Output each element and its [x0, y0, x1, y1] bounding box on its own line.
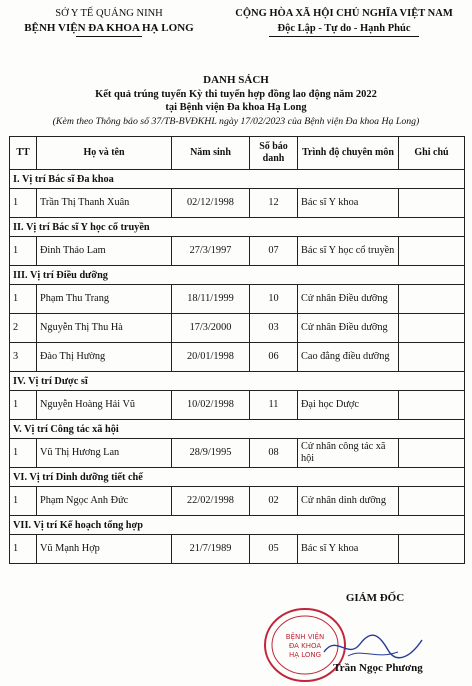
cell-name: Vũ Thị Hương Lan [37, 439, 172, 468]
cell-qual: Bác sĩ Y khoa [298, 189, 399, 218]
cell-note [399, 237, 465, 266]
cell-sbd: 08 [250, 439, 298, 468]
header-left-underline [76, 36, 142, 37]
table-row [10, 237, 465, 266]
cell-note [399, 189, 465, 218]
section-row [10, 420, 465, 439]
cell-dob: 18/11/1999 [172, 285, 250, 314]
cell-note [399, 487, 465, 516]
table-row [10, 314, 465, 343]
column-header-sbd: Số báo danh [250, 137, 298, 170]
section-title: III. Vị trí Điều dưỡng [10, 266, 465, 285]
cell-tt: 2 [10, 314, 37, 343]
cell-dob: 10/02/1998 [172, 391, 250, 420]
cell-tt: 1 [10, 487, 37, 516]
cell-dob: 17/3/2000 [172, 314, 250, 343]
cell-tt: 1 [10, 189, 37, 218]
section-title: I. Vị trí Bác sĩ Đa khoa [10, 170, 465, 189]
section-title: IV. Vị trí Dược sĩ [10, 372, 465, 391]
cell-qual: Cao đẳng điều dưỡng [298, 343, 399, 372]
table-row [10, 189, 465, 218]
document-title-block [0, 74, 472, 128]
cell-sbd: 05 [250, 535, 298, 564]
table-row [10, 535, 465, 564]
cell-tt: 1 [10, 535, 37, 564]
cell-name: Đinh Thảo Lam [37, 237, 172, 266]
cell-sbd: 02 [250, 487, 298, 516]
svg-text:HẠ LONG: HẠ LONG [288, 651, 322, 659]
cell-tt: 1 [10, 391, 37, 420]
cell-name: Nguyễn Thị Thu Hà [37, 314, 172, 343]
signer-title: GIÁM ĐỐC [345, 592, 405, 604]
cell-note [399, 285, 465, 314]
header-right-underline [269, 36, 419, 37]
cell-dob: 02/12/1998 [172, 189, 250, 218]
cell-note [399, 535, 465, 564]
cell-note [399, 439, 465, 468]
document-subtitle: Kết quả trúng tuyển Kỳ thi tuyển hợp đồng lao động năm 2022 [95, 88, 377, 100]
cell-dob: 28/9/1995 [172, 439, 250, 468]
section-row [10, 266, 465, 285]
section-row [10, 372, 465, 391]
results-table [9, 136, 465, 564]
cell-qual: Bác sĩ Y khoa [298, 535, 399, 564]
table-row [10, 391, 465, 420]
document-reference-note: (Kèm theo Thông báo số 37/TB-BVĐKHL ngày 17/02/2023 của Bệnh viện Đa khoa Hạ Long) [52, 115, 420, 127]
table-row [10, 439, 465, 468]
header-right [222, 6, 466, 37]
table-row [10, 343, 465, 372]
cell-dob: 22/02/1998 [172, 487, 250, 516]
cell-dob: 20/01/1998 [172, 343, 250, 372]
document-subtitle-location: tại Bệnh viện Đa khoa Hạ Long [165, 102, 307, 113]
section-row [10, 468, 465, 487]
cell-qual: Đại học Dược [298, 391, 399, 420]
svg-text:ĐA KHOA: ĐA KHOA [288, 642, 322, 650]
signer-name: Trần Ngọc Phương [333, 662, 423, 674]
column-header-name: Họ và tên [37, 137, 172, 170]
column-header-dob: Năm sinh [172, 137, 250, 170]
cell-sbd: 11 [250, 391, 298, 420]
section-title: VI. Vị trí Dinh dưỡng tiết chế [10, 468, 465, 487]
cell-sbd: 10 [250, 285, 298, 314]
cell-name: Đào Thị Hường [37, 343, 172, 372]
svg-text:BỆNH VIỆN: BỆNH VIỆN [285, 633, 325, 641]
table-row [10, 285, 465, 314]
national-motto: Độc Lập - Tự do - Hạnh Phúc [277, 23, 411, 34]
cell-name: Phạm Thu Trang [37, 285, 172, 314]
section-row [10, 218, 465, 237]
column-header-note: Ghi chú [399, 137, 465, 170]
cell-tt: 1 [10, 237, 37, 266]
section-row [10, 170, 465, 189]
cell-name: Nguyễn Hoàng Hải Vũ [37, 391, 172, 420]
column-header-tt: TT [10, 137, 37, 170]
section-title: VII. Vị trí Kế hoạch tổng hợp [10, 516, 465, 535]
cell-tt: 1 [10, 439, 37, 468]
cell-tt: 1 [10, 285, 37, 314]
table-body [10, 170, 465, 564]
cell-sbd: 12 [250, 189, 298, 218]
cell-qual: Cử nhân dinh dưỡng [298, 487, 399, 516]
cell-dob: 21/7/1989 [172, 535, 250, 564]
column-header-qual: Trình độ chuyên môn [298, 137, 399, 170]
cell-qual: Cử nhân Điều dưỡng [298, 314, 399, 343]
cell-name: Vũ Mạnh Hợp [37, 535, 172, 564]
cell-qual: Cử nhân công tác xã hội [298, 439, 399, 468]
org-name: BỆNH VIỆN ĐA KHOA HẠ LONG [24, 22, 194, 34]
cell-tt: 3 [10, 343, 37, 372]
cell-note [399, 343, 465, 372]
cell-name: Phạm Ngọc Anh Đức [37, 487, 172, 516]
cell-dob: 27/3/1997 [172, 237, 250, 266]
section-row [10, 516, 465, 535]
section-title: V. Vị trí Công tác xã hội [10, 420, 465, 439]
cell-note [399, 391, 465, 420]
section-title: II. Vị trí Bác sĩ Y học cổ truyền [10, 218, 465, 237]
cell-sbd: 07 [250, 237, 298, 266]
header-left [14, 6, 204, 37]
document-title: DANH SÁCH [203, 74, 269, 86]
national-title: CỘNG HÒA XÃ HỘI CHỦ NGHĨA VIỆT NAM [235, 8, 453, 19]
cell-qual: Cử nhân Điều dưỡng [298, 285, 399, 314]
cell-note [399, 314, 465, 343]
org-parent: SỞ Y TẾ QUẢNG NINH [55, 8, 163, 19]
signature-block [300, 592, 450, 604]
table-row [10, 487, 465, 516]
cell-name: Trần Thị Thanh Xuân [37, 189, 172, 218]
table-header-row [10, 137, 465, 170]
handwritten-signature [318, 630, 428, 666]
cell-qual: Bác sĩ Y học cổ truyền [298, 237, 399, 266]
cell-sbd: 03 [250, 314, 298, 343]
cell-sbd: 06 [250, 343, 298, 372]
